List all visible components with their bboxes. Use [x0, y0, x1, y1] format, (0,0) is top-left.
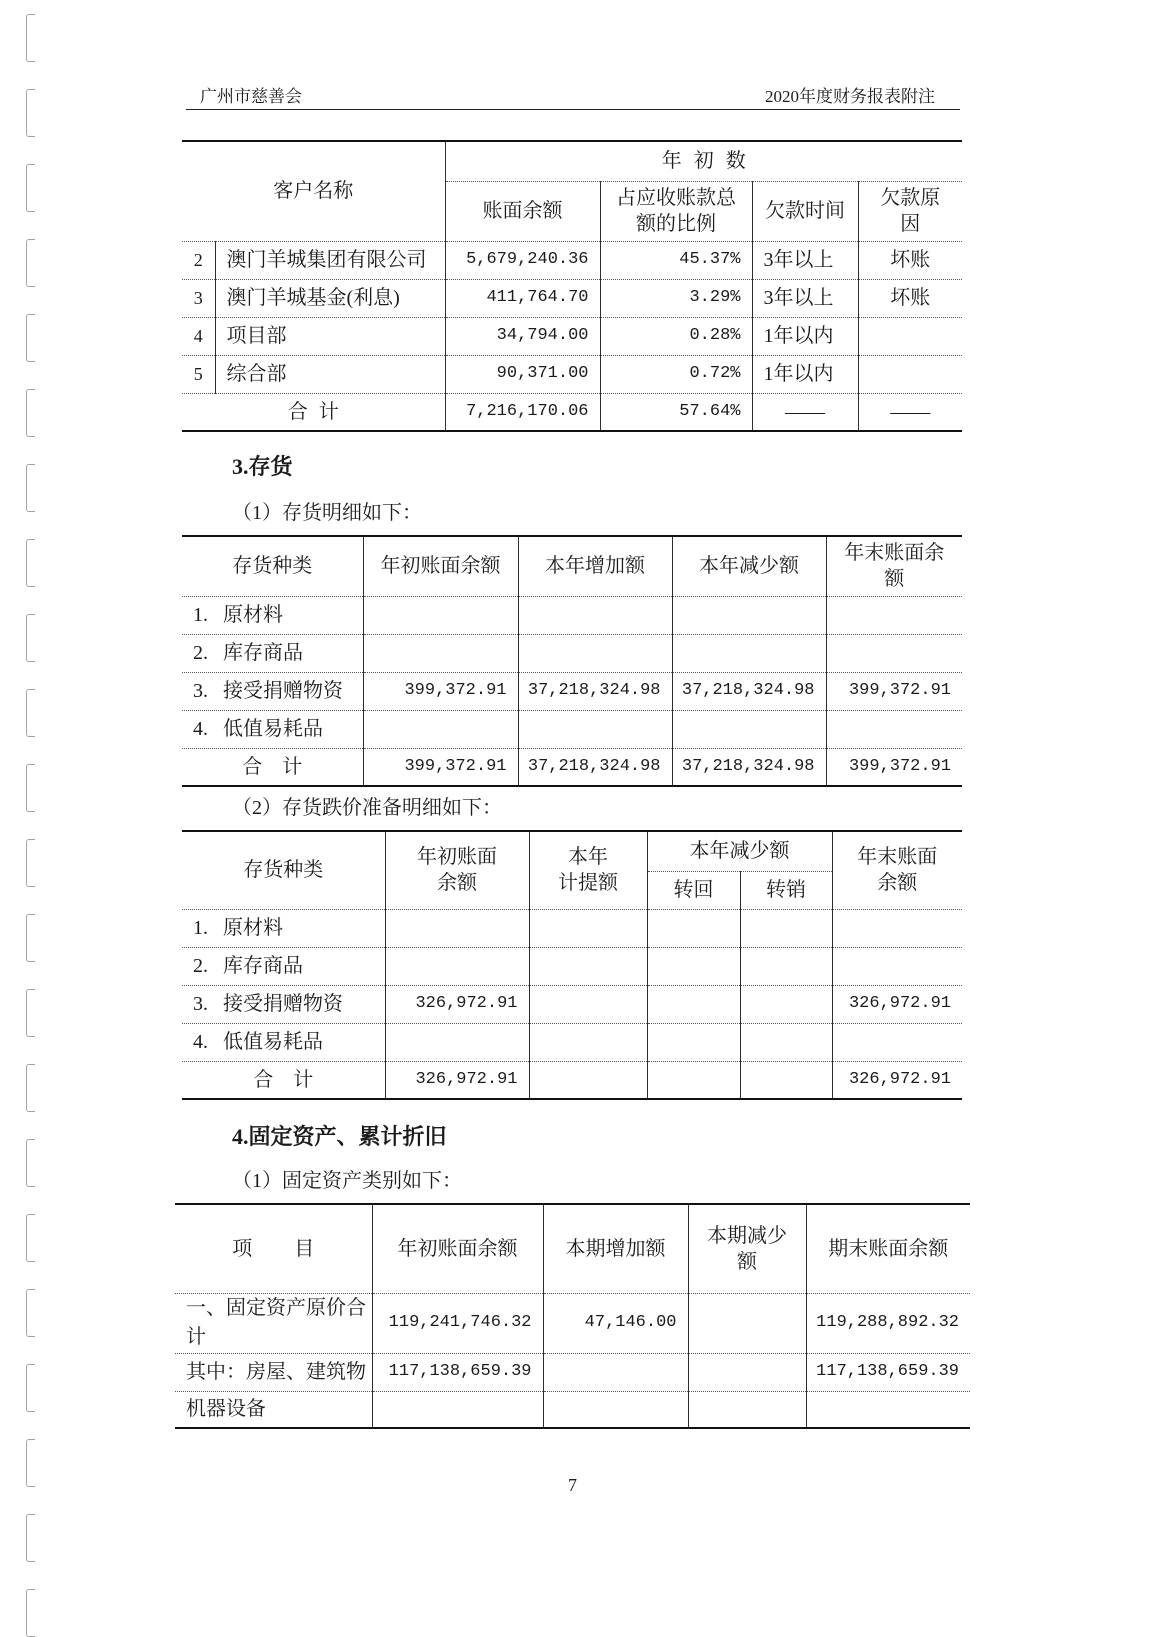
customer-name: 澳门羊城基金(利息): [215, 279, 445, 317]
section-heading: 3.存货: [232, 454, 293, 479]
overdue-reason: [858, 317, 962, 355]
opening-balance: [385, 1023, 529, 1061]
total-provision-amount: [529, 1061, 647, 1099]
total-decrease-amount: 37,218,324.98: [672, 748, 826, 786]
overdue-period: 3年以上: [752, 241, 858, 279]
closing-balance: [826, 596, 962, 634]
binding-mark: [26, 914, 35, 962]
total-reason: ——: [858, 393, 962, 431]
binding-mark: [26, 1439, 35, 1487]
inventory-type: 1. 原材料: [182, 909, 385, 947]
col-header-provision: [529, 831, 647, 909]
col-header-closing-line: 年末账面: [857, 846, 938, 869]
closing-balance: [832, 1023, 962, 1061]
binding-mark: [26, 989, 35, 1037]
customer-name: 项目部: [215, 317, 445, 355]
fixed-assets-table: [175, 1203, 970, 1429]
col-header-increase: 本期增加额: [543, 1204, 688, 1293]
customer-name: 综合部: [215, 355, 445, 393]
book-balance: 34,794.00: [445, 317, 600, 355]
table-row: [175, 1293, 970, 1353]
col-header-decrease: [688, 1204, 806, 1293]
col-header-closing-line: 余额: [877, 872, 918, 895]
table-total-row: [182, 1061, 962, 1099]
binding-mark: [26, 1214, 35, 1262]
increase-amount: 37,218,324.98: [518, 672, 672, 710]
col-header-closing-balance: [832, 831, 962, 909]
increase-amount: [543, 1353, 688, 1391]
col-header-decrease-line: 本期减少: [707, 1224, 787, 1247]
binding-mark: [26, 1064, 35, 1112]
balance-ratio: 3.29%: [600, 279, 752, 317]
overdue-reason: 坏账: [858, 241, 962, 279]
overdue-period: 3年以上: [752, 279, 858, 317]
opening-balance: [385, 947, 529, 985]
col-header-increase: 本年增加额: [518, 536, 672, 596]
col-header-opening-line: 余额: [437, 872, 477, 895]
total-increase-amount: 37,218,324.98: [518, 748, 672, 786]
table-row: [182, 672, 962, 710]
col-header-overdue-reason: [858, 181, 962, 241]
reversal-amount: [647, 985, 740, 1023]
table-header-row: [175, 1204, 970, 1293]
table-total-row: [182, 393, 962, 431]
col-header-reason-line: 因: [900, 213, 921, 235]
asset-item: 机器设备: [175, 1391, 372, 1428]
organization-name: 广州市慈善会: [200, 87, 302, 106]
binding-mark: [26, 1589, 35, 1637]
table-row: [182, 279, 962, 317]
col-header-opening-group: 年 初 数: [445, 141, 962, 181]
binding-mark: [26, 464, 35, 512]
binding-mark: [26, 764, 35, 812]
inventory-type: 3. 接受捐赠物资: [182, 985, 385, 1023]
provision-amount: [529, 947, 647, 985]
col-header-decrease-line: 额: [737, 1250, 757, 1273]
increase-amount: [543, 1391, 688, 1428]
closing-balance: 119,288,892.32: [806, 1293, 970, 1353]
table-row: [182, 1023, 962, 1061]
table-header-row: [182, 141, 962, 181]
closing-balance: [826, 710, 962, 748]
section-heading: 4.固定资产、累计折旧: [232, 1124, 447, 1149]
overdue-reason: 坏账: [858, 279, 962, 317]
binding-mark: [26, 1514, 35, 1562]
closing-balance: 117,138,659.39: [806, 1353, 970, 1391]
book-balance: 411,764.70: [445, 279, 600, 317]
increase-amount: [518, 710, 672, 748]
total-ratio: 57.64%: [600, 393, 752, 431]
decrease-amount: [688, 1293, 806, 1353]
balance-ratio: 0.28%: [600, 317, 752, 355]
total-writeoff-amount: [740, 1061, 832, 1099]
col-header-provision-line: 计提额: [558, 872, 618, 895]
col-header-closing-balance: 期末账面余额: [806, 1204, 970, 1293]
closing-balance: [832, 909, 962, 947]
opening-balance: [385, 909, 529, 947]
writeoff-amount: [740, 1023, 832, 1061]
table-caption: （1）存货明细如下：: [232, 502, 422, 524]
table-row: [182, 596, 962, 634]
row-number: 3: [182, 279, 215, 317]
closing-balance: 399,372.91: [826, 672, 962, 710]
total-book-balance: 7,216,170.06: [445, 393, 600, 431]
increase-amount: [518, 596, 672, 634]
total-label: 合 计: [182, 393, 445, 431]
writeoff-amount: [740, 909, 832, 947]
col-header-book-balance: 账面余额: [445, 181, 600, 241]
opening-balance: [363, 596, 518, 634]
total-closing-balance: 399,372.91: [826, 748, 962, 786]
closing-balance: [826, 634, 962, 672]
table-row: [182, 317, 962, 355]
col-header-decrease-group: 本年减少额: [647, 831, 832, 871]
reversal-amount: [647, 947, 740, 985]
col-header-ratio-line: 占应收账款总: [616, 187, 736, 209]
provision-amount: [529, 1023, 647, 1061]
total-closing-balance: 326,972.91: [832, 1061, 962, 1099]
opening-balance: [363, 634, 518, 672]
table-caption: （2）存货跌价准备明细如下：: [232, 797, 502, 819]
increase-amount: 47,146.00: [543, 1293, 688, 1353]
binding-mark: [26, 389, 35, 437]
provision-amount: [529, 909, 647, 947]
total-label: 合 计: [182, 748, 363, 786]
col-header-opening-balance: [385, 831, 529, 909]
col-header-opening-balance: 年初账面余额: [372, 1204, 543, 1293]
closing-balance: [832, 947, 962, 985]
table-row: [182, 947, 962, 985]
closing-balance: 326,972.91: [832, 985, 962, 1023]
binding-mark: [26, 314, 35, 362]
book-balance: 90,371.00: [445, 355, 600, 393]
provision-amount: [529, 985, 647, 1023]
opening-balance: [363, 710, 518, 748]
col-header-reversal: 转回: [647, 871, 740, 909]
closing-balance: [806, 1391, 970, 1428]
col-header-closing-balance: [826, 536, 962, 596]
binding-mark: [26, 839, 35, 887]
inventory-type: 2. 库存商品: [182, 947, 385, 985]
col-header-inventory-type: 存货种类: [182, 536, 363, 596]
opening-balance: 119,241,746.32: [372, 1293, 543, 1353]
binding-mark: [26, 614, 35, 662]
opening-balance: 326,972.91: [385, 985, 529, 1023]
decrease-amount: [672, 596, 826, 634]
row-number: 4: [182, 317, 215, 355]
binding-mark: [26, 164, 35, 212]
balance-ratio: 45.37%: [600, 241, 752, 279]
binding-mark: [26, 1139, 35, 1187]
row-number: 5: [182, 355, 215, 393]
inventory-detail-table: [182, 535, 962, 787]
col-header-customer-name: 客户名称: [182, 141, 445, 241]
reversal-amount: [647, 1023, 740, 1061]
col-header-item: 项 目: [175, 1204, 372, 1293]
table-total-row: [182, 748, 962, 786]
total-opening-balance: 326,972.91: [385, 1061, 529, 1099]
total-reversal-amount: [647, 1061, 740, 1099]
table-header-row: [182, 536, 962, 596]
decrease-amount: [688, 1353, 806, 1391]
inventory-type: 3. 接受捐赠物资: [182, 672, 363, 710]
opening-balance: 117,138,659.39: [372, 1353, 543, 1391]
balance-ratio: 0.72%: [600, 355, 752, 393]
table-row: [182, 634, 962, 672]
table-row: [182, 985, 962, 1023]
col-header-provision-line: 本年: [568, 846, 608, 869]
table-row: [182, 909, 962, 947]
col-header-overdue-period: 欠款时间: [752, 181, 858, 241]
table-row: [182, 355, 962, 393]
customer-name: 澳门羊城集团有限公司: [215, 241, 445, 279]
table-header-row: [182, 831, 962, 871]
overdue-reason: [858, 355, 962, 393]
col-header-writeoff: 转销: [740, 871, 832, 909]
binding-mark: [26, 1289, 35, 1337]
asset-item: 其中：房屋、建筑物: [175, 1353, 372, 1391]
table-row: [182, 241, 962, 279]
inventory-impairment-table: [182, 830, 962, 1100]
inventory-type: 4. 低值易耗品: [182, 1023, 385, 1061]
inventory-type: 1. 原材料: [182, 596, 363, 634]
writeoff-amount: [740, 947, 832, 985]
binding-mark: [26, 89, 35, 137]
binding-mark: [26, 689, 35, 737]
total-period: ——: [752, 393, 858, 431]
decrease-amount: [672, 710, 826, 748]
decrease-amount: 37,218,324.98: [672, 672, 826, 710]
book-balance: 5,679,240.36: [445, 241, 600, 279]
opening-balance: [372, 1391, 543, 1428]
page-number: 7: [568, 1475, 577, 1495]
inventory-type: 4. 低值易耗品: [182, 710, 363, 748]
col-header-ratio: [600, 181, 752, 241]
col-header-ratio-line: 额的比例: [636, 213, 716, 235]
col-header-closing-line: 年末账面余: [844, 542, 945, 565]
reversal-amount: [647, 909, 740, 947]
opening-balance: 399,372.91: [363, 672, 518, 710]
col-header-closing-line: 额: [884, 568, 905, 591]
binding-mark: [26, 539, 35, 587]
binding-mark: [26, 1364, 35, 1412]
inventory-type: 2. 库存商品: [182, 634, 363, 672]
table-caption: （1）固定资产类别如下：: [232, 1170, 462, 1192]
table-row: [175, 1391, 970, 1428]
table-row: [175, 1353, 970, 1391]
header-rule: [186, 109, 960, 110]
col-header-inventory-type: 存货种类: [182, 831, 385, 909]
decrease-amount: [672, 634, 826, 672]
overdue-period: 1年以内: [752, 355, 858, 393]
overdue-period: 1年以内: [752, 317, 858, 355]
asset-item: 一、固定资产原价合计: [175, 1293, 372, 1353]
total-opening-balance: 399,372.91: [363, 748, 518, 786]
col-header-reason-line: 欠款原: [880, 187, 941, 209]
total-label: 合 计: [182, 1061, 385, 1099]
table-row: [182, 710, 962, 748]
col-header-decrease: 本年减少额: [672, 536, 826, 596]
writeoff-amount: [740, 985, 832, 1023]
decrease-amount: [688, 1391, 806, 1428]
increase-amount: [518, 634, 672, 672]
row-number: 2: [182, 241, 215, 279]
receivables-table: [182, 140, 962, 432]
document-title: 2020年度财务报表附注: [765, 87, 935, 106]
col-header-opening-line: 年初账面: [417, 846, 497, 869]
binding-mark: [26, 14, 35, 62]
binding-mark: [26, 239, 35, 287]
col-header-opening-balance: 年初账面余额: [363, 536, 518, 596]
